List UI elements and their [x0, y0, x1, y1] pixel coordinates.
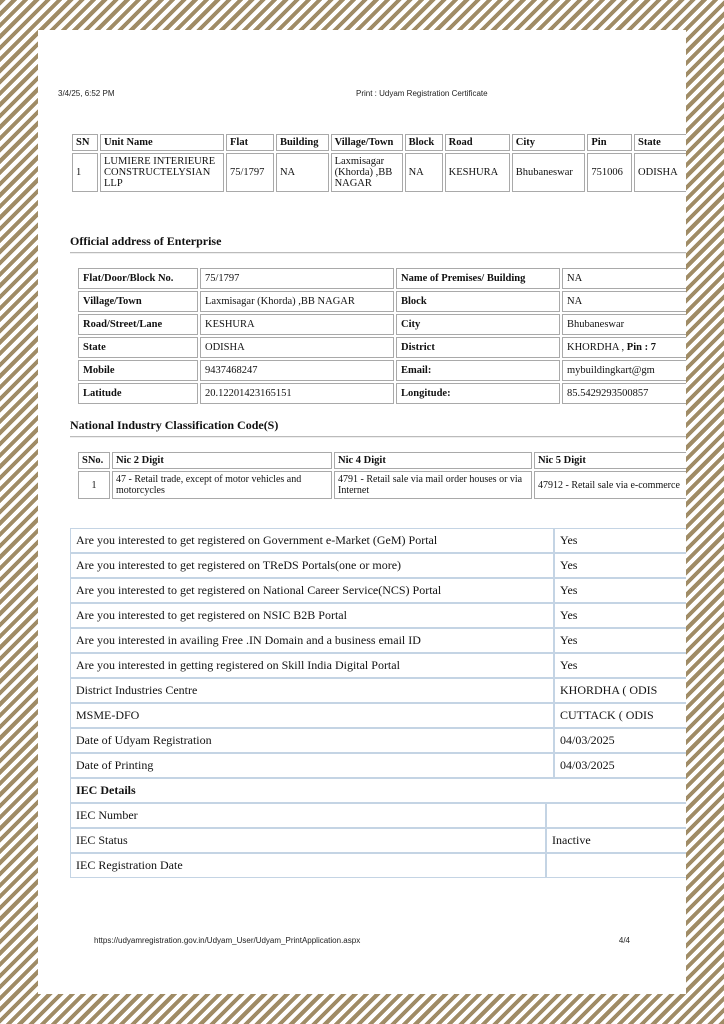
unit-block: NA [405, 153, 443, 192]
question-answer: 04/03/2025 [554, 728, 686, 753]
question-answer: CUTTACK ( ODIS [554, 703, 686, 728]
unit-city: Bhubaneswar [512, 153, 586, 192]
flat-value: 75/1797 [200, 268, 394, 289]
district-label: District [396, 337, 560, 358]
nic-table [76, 450, 686, 501]
unit-table [70, 132, 686, 194]
longitude-label: Longitude: [396, 383, 560, 404]
question-text: Are you interested to get registered on TReDS Portals(one or more) [70, 553, 554, 578]
section-divider [70, 252, 686, 254]
village-label: Village/Town [78, 291, 198, 312]
mobile-value: 9437468247 [200, 360, 394, 381]
nic-table-header [78, 452, 686, 469]
table-row [70, 578, 686, 603]
col-village: Village/Town [331, 134, 403, 151]
official-address-title: Official address of Enterprise [70, 234, 222, 248]
unit-name: LUMIERE INTERIEURE CONSTRUCTELYSIAN LLP [100, 153, 224, 192]
premises-label: Name of Premises/ Building [396, 268, 560, 289]
nic-title: National Industry Classification Code(S) [70, 418, 279, 432]
print-url: https://udyamregistration.gov.in/Udyam_User/Udyam_PrintApplication.aspx [94, 936, 361, 945]
col-sno: SNo. [78, 452, 110, 469]
table-row [70, 528, 686, 553]
road-value: KESHURA [200, 314, 394, 335]
col-nic5: Nic 5 Digit [534, 452, 686, 469]
col-city: City [512, 134, 586, 151]
table-row [70, 753, 686, 778]
col-sn: SN [72, 134, 98, 151]
flat-label: Flat/Door/Block No. [78, 268, 198, 289]
unit-building: NA [276, 153, 329, 192]
unit-table-header [72, 134, 686, 151]
registration-questions-table [70, 528, 686, 778]
table-row [78, 360, 686, 381]
block-label: Block [396, 291, 560, 312]
table-row [70, 653, 686, 678]
unit-village: Laxmisagar (Khorda) ,BB NAGAR [331, 153, 403, 192]
block-value: NA [562, 291, 686, 312]
question-text: Are you interested to get registered on NSIC B2B Portal [70, 603, 554, 628]
unit-road: KESHURA [445, 153, 510, 192]
question-answer: Yes [554, 553, 686, 578]
iec-status-label: IEC Status [70, 828, 546, 853]
unit-sn: 1 [72, 153, 98, 192]
table-row [78, 268, 686, 289]
table-row [78, 471, 686, 499]
nic2-value: 47 - Retail trade, except of motor vehicles and motorcycles [112, 471, 332, 499]
question-text: Are you interested in availing Free .IN Domain and a business email ID [70, 628, 554, 653]
section-divider [70, 436, 686, 438]
district-pin: Pin : 7 [626, 342, 656, 353]
table-row [70, 853, 686, 878]
district-value [562, 337, 686, 358]
col-pin: Pin [587, 134, 632, 151]
premises-value: NA [562, 268, 686, 289]
question-answer: Yes [554, 603, 686, 628]
city-label: City [396, 314, 560, 335]
iec-number-label: IEC Number [70, 803, 546, 828]
certificate-page [38, 30, 686, 994]
iec-date-value [546, 853, 686, 878]
question-answer: Yes [554, 528, 686, 553]
col-flat: Flat [226, 134, 274, 151]
page-number: 4/4 [618, 936, 630, 945]
question-answer: Yes [554, 653, 686, 678]
question-text: District Industries Centre [70, 678, 554, 703]
table-row [70, 553, 686, 578]
table-row [78, 337, 686, 358]
nic-sno: 1 [78, 471, 110, 499]
question-text: MSME-DFO [70, 703, 554, 728]
iec-details-table [70, 778, 686, 878]
unit-flat: 75/1797 [226, 153, 274, 192]
iec-number-value [546, 803, 686, 828]
state-label: State [78, 337, 198, 358]
latitude-label: Latitude [78, 383, 198, 404]
city-value: Bhubaneswar [562, 314, 686, 335]
question-text: Date of Printing [70, 753, 554, 778]
col-building: Building [276, 134, 329, 151]
col-road: Road [445, 134, 510, 151]
iec-date-label: IEC Registration Date [70, 853, 546, 878]
col-unit-name: Unit Name [100, 134, 224, 151]
longitude-value: 85.5429293500857 [562, 383, 686, 404]
email-value: mybuildingkart@gm [562, 360, 686, 381]
table-row [78, 291, 686, 312]
unit-pin: 751006 [587, 153, 632, 192]
question-text: Are you interested to get registered on National Career Service(NCS) Portal [70, 578, 554, 603]
question-answer: Yes [554, 628, 686, 653]
state-value: ODISHA [200, 337, 394, 358]
table-row [70, 803, 686, 828]
nic5-value: 47912 - Retail sale via e-commerce [534, 471, 686, 499]
table-row [78, 314, 686, 335]
col-nic4: Nic 4 Digit [334, 452, 532, 469]
road-label: Road/Street/Lane [78, 314, 198, 335]
col-state: State [634, 134, 686, 151]
table-row [78, 383, 686, 404]
nic4-value: 4791 - Retail sale via mail order houses or via Internet [334, 471, 532, 499]
certificate-content [70, 102, 686, 994]
latitude-value: 20.12201423165151 [200, 383, 394, 404]
iec-status-value: Inactive [546, 828, 686, 853]
question-text: Are you interested to get registered on Government e-Market (GeM) Portal [70, 528, 554, 553]
email-label: Email: [396, 360, 560, 381]
table-row [70, 628, 686, 653]
mobile-label: Mobile [78, 360, 198, 381]
official-address-table [76, 266, 686, 406]
table-row [70, 703, 686, 728]
question-text: Are you interested in getting registered on Skill India Digital Portal [70, 653, 554, 678]
col-block: Block [405, 134, 443, 151]
unit-state: ODISHA [634, 153, 686, 192]
question-answer: Yes [554, 578, 686, 603]
question-answer: 04/03/2025 [554, 753, 686, 778]
question-answer: KHORDHA ( ODIS [554, 678, 686, 703]
print-title: Print : Udyam Registration Certificate [356, 89, 488, 98]
table-row [70, 603, 686, 628]
village-value: Laxmisagar (Khorda) ,BB NAGAR [200, 291, 394, 312]
district-name: KHORDHA , [567, 342, 625, 353]
col-nic2: Nic 2 Digit [112, 452, 332, 469]
table-row [70, 778, 686, 803]
table-row [70, 678, 686, 703]
print-timestamp: 3/4/25, 6:52 PM [58, 89, 115, 98]
table-row [72, 153, 686, 192]
iec-title: IEC Details [70, 778, 686, 803]
table-row [70, 828, 686, 853]
table-row [70, 728, 686, 753]
question-text: Date of Udyam Registration [70, 728, 554, 753]
